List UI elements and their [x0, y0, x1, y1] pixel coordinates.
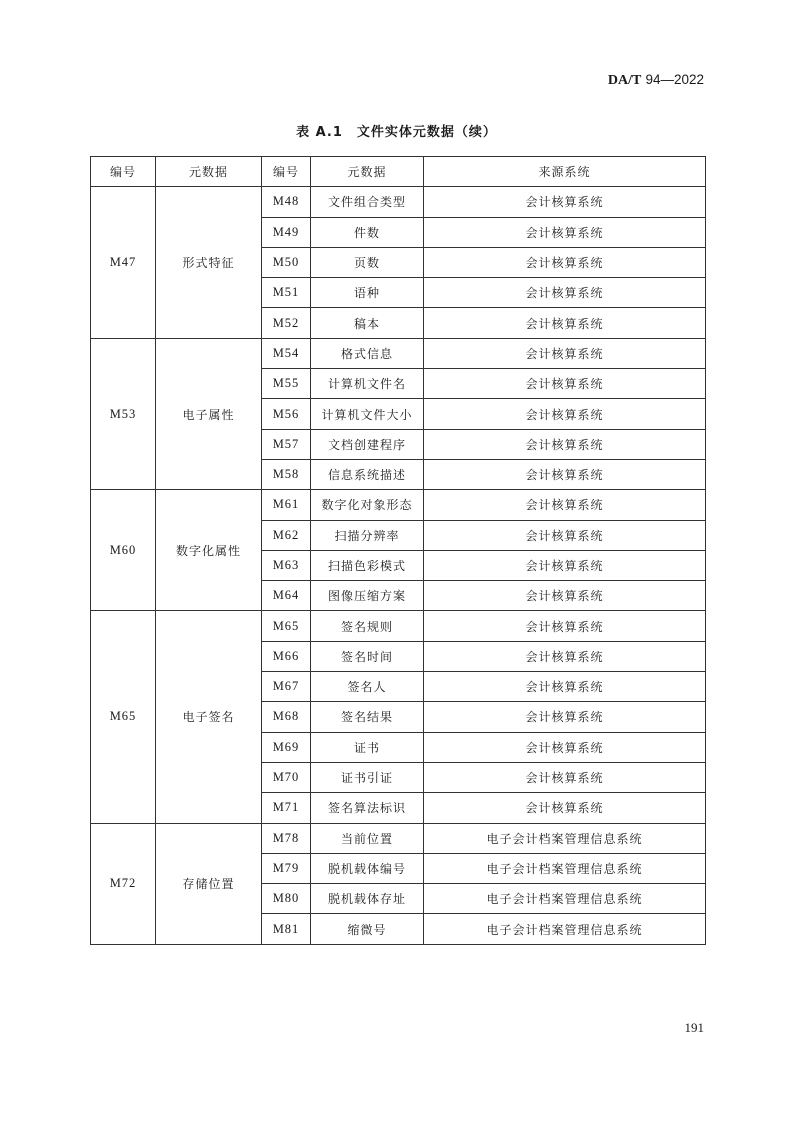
item-id: M61 — [262, 490, 311, 520]
group-name: 存储位置 — [156, 823, 262, 944]
item-source: 会计核算系统 — [424, 672, 706, 702]
group-id: M72 — [91, 823, 156, 944]
table-title: 表 A.1 文件实体元数据（续） — [296, 125, 497, 140]
item-id: M80 — [262, 884, 311, 914]
item-name: 脱机载体编号 — [311, 853, 424, 883]
column-header: 编号 — [262, 157, 311, 187]
item-id: M54 — [262, 338, 311, 368]
item-source: 会计核算系统 — [424, 247, 706, 277]
item-source: 会计核算系统 — [424, 369, 706, 399]
column-header: 元数据 — [156, 157, 262, 187]
item-name: 脱机载体存址 — [311, 884, 424, 914]
standard-number: 94—2022 — [645, 72, 704, 87]
item-name: 文档创建程序 — [311, 429, 424, 459]
item-name: 格式信息 — [311, 338, 424, 368]
item-source: 会计核算系统 — [424, 187, 706, 217]
item-id: M55 — [262, 369, 311, 399]
item-name: 页数 — [311, 247, 424, 277]
item-source: 会计核算系统 — [424, 732, 706, 762]
item-id: M50 — [262, 247, 311, 277]
table-row — [91, 187, 706, 217]
page-number: 191 — [684, 1020, 704, 1035]
item-name: 签名算法标识 — [311, 793, 424, 823]
item-source: 电子会计档案管理信息系统 — [424, 884, 706, 914]
item-name: 签名规则 — [311, 611, 424, 641]
item-source: 会计核算系统 — [424, 338, 706, 368]
item-id: M56 — [262, 399, 311, 429]
item-source: 会计核算系统 — [424, 611, 706, 641]
item-name: 件数 — [311, 217, 424, 247]
item-source: 会计核算系统 — [424, 793, 706, 823]
table-row — [91, 611, 706, 641]
item-id: M58 — [262, 459, 311, 489]
item-id: M66 — [262, 641, 311, 671]
document-code — [608, 72, 704, 89]
item-id: M70 — [262, 762, 311, 792]
column-header: 元数据 — [311, 157, 424, 187]
item-name: 扫描色彩模式 — [311, 550, 424, 580]
item-id: M69 — [262, 732, 311, 762]
item-source: 会计核算系统 — [424, 520, 706, 550]
item-name: 证书引证 — [311, 762, 424, 792]
item-id: M68 — [262, 702, 311, 732]
column-header: 来源系统 — [424, 157, 706, 187]
item-id: M48 — [262, 187, 311, 217]
item-name: 语种 — [311, 278, 424, 308]
item-source: 会计核算系统 — [424, 429, 706, 459]
item-id: M79 — [262, 853, 311, 883]
item-source: 会计核算系统 — [424, 581, 706, 611]
item-id: M63 — [262, 550, 311, 580]
item-name: 证书 — [311, 732, 424, 762]
item-name: 数字化对象形态 — [311, 490, 424, 520]
item-id: M67 — [262, 672, 311, 702]
item-source: 会计核算系统 — [424, 702, 706, 732]
table-row — [91, 823, 706, 853]
item-name: 信息系统描述 — [311, 459, 424, 489]
item-name: 稿本 — [311, 308, 424, 338]
item-id: M49 — [262, 217, 311, 247]
item-id: M51 — [262, 278, 311, 308]
item-source: 会计核算系统 — [424, 278, 706, 308]
item-source: 电子会计档案管理信息系统 — [424, 853, 706, 883]
item-source: 会计核算系统 — [424, 762, 706, 792]
item-name: 文件组合类型 — [311, 187, 424, 217]
item-source: 会计核算系统 — [424, 399, 706, 429]
item-source: 会计核算系统 — [424, 641, 706, 671]
item-source: 电子会计档案管理信息系统 — [424, 823, 706, 853]
group-name: 电子属性 — [156, 338, 262, 489]
item-id: M71 — [262, 793, 311, 823]
group-name: 形式特征 — [156, 187, 262, 338]
group-name: 电子签名 — [156, 611, 262, 823]
item-name: 签名结果 — [311, 702, 424, 732]
item-name: 签名时间 — [311, 641, 424, 671]
item-id: M62 — [262, 520, 311, 550]
item-name: 缩微号 — [311, 914, 424, 944]
table-row — [91, 338, 706, 368]
table-header-row — [91, 157, 706, 187]
item-id: M57 — [262, 429, 311, 459]
group-name: 数字化属性 — [156, 490, 262, 611]
table-row — [91, 490, 706, 520]
item-name: 签名人 — [311, 672, 424, 702]
item-id: M81 — [262, 914, 311, 944]
item-source: 会计核算系统 — [424, 550, 706, 580]
item-name: 计算机文件大小 — [311, 399, 424, 429]
item-source: 会计核算系统 — [424, 308, 706, 338]
group-id: M53 — [91, 338, 156, 489]
item-name: 计算机文件名 — [311, 369, 424, 399]
item-id: M78 — [262, 823, 311, 853]
item-source: 会计核算系统 — [424, 217, 706, 247]
column-header: 编号 — [91, 157, 156, 187]
item-id: M65 — [262, 611, 311, 641]
item-name: 扫描分辨率 — [311, 520, 424, 550]
item-source: 会计核算系统 — [424, 459, 706, 489]
item-source: 会计核算系统 — [424, 490, 706, 520]
group-id: M65 — [91, 611, 156, 823]
standard-prefix: DA/T — [607, 73, 642, 88]
item-source: 电子会计档案管理信息系统 — [424, 914, 706, 944]
group-id: M47 — [91, 187, 156, 338]
item-name: 图像压缩方案 — [311, 581, 424, 611]
item-id: M64 — [262, 581, 311, 611]
item-id: M52 — [262, 308, 311, 338]
item-name: 当前位置 — [311, 823, 424, 853]
metadata-table — [90, 156, 706, 945]
group-id: M60 — [91, 490, 156, 611]
